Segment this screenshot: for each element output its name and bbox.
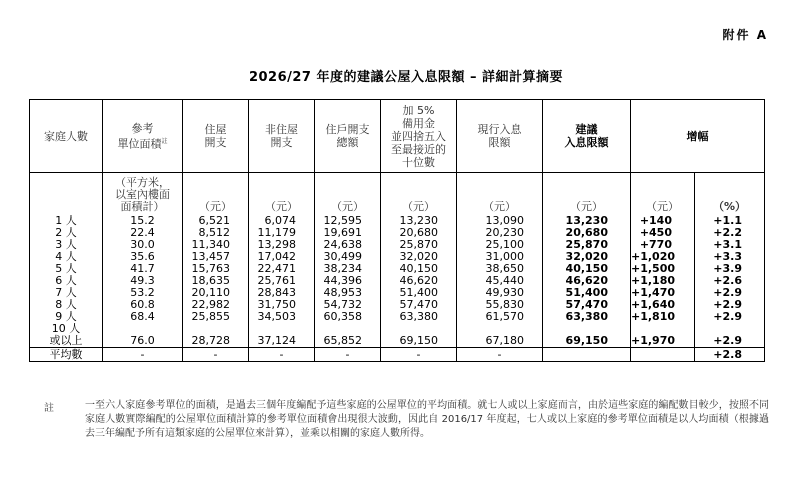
cell-proposed: 25,870 (543, 239, 631, 251)
header-proposed: 建議 入息限額 (543, 100, 631, 173)
cell-area: 35.6 (103, 251, 183, 263)
cell-area: 30.0 (103, 239, 183, 251)
cell-chg: +1,180 (631, 275, 695, 287)
cell-housing: 22,982 (183, 299, 249, 311)
unit-housing: （元） (183, 173, 249, 216)
cell-plus5: 63,380 (381, 311, 457, 323)
cell-size: 1 人 (55, 214, 77, 227)
cell-proposed: 63,380 (543, 311, 631, 323)
cell-non-housing: 28,843 (249, 287, 315, 299)
cell-size: 5 人 (55, 262, 77, 275)
cell-size: 2 人 (55, 226, 77, 239)
cell-chg: +1,640 (631, 299, 695, 311)
header-change: 增幅 (631, 100, 765, 173)
header-current: 現行入息 限額 (457, 100, 543, 173)
cell-non-housing: 6,074 (249, 215, 315, 227)
cell-area: 53.2 (103, 287, 183, 299)
unit-proposed: （元） (543, 173, 631, 216)
cell-total: 65,852 (315, 323, 381, 348)
cell-area: 49.3 (103, 275, 183, 287)
unit-non-housing: （元） (249, 173, 315, 216)
cell-total: 24,638 (315, 239, 381, 251)
header-plus5: 加 5% 備用金 並四捨五入 至最接近的 十位數 (381, 100, 457, 173)
cell-plus5: 32,020 (381, 251, 457, 263)
header-household-size: 家庭人數 (30, 100, 103, 173)
unit-current: （元） (457, 173, 543, 216)
average-dash (543, 348, 631, 362)
cell-non-housing: 31,750 (249, 299, 315, 311)
average-dash (631, 348, 695, 362)
cell-chg: +1,470 (631, 287, 695, 299)
cell-chg: +770 (631, 239, 695, 251)
cell-chg: +1,020 (631, 251, 695, 263)
unit-total: （元） (315, 173, 381, 216)
annex-label: 附件 A (722, 28, 768, 42)
unit-plus5: （元） (381, 173, 457, 216)
cell-current: 55,830 (457, 299, 543, 311)
header-non-housing: 非住屋 開支 (249, 100, 315, 173)
cell-current: 20,230 (457, 227, 543, 239)
cell-current: 67,180 (457, 323, 543, 348)
header-ref-area: 參考 單位面積$^註$ (103, 100, 183, 173)
cell-pct: +3.1 (695, 239, 765, 251)
cell-pct: +2.2 (695, 227, 765, 239)
cell-non-housing: 17,042 (249, 251, 315, 263)
unit-change-pct: （%） (695, 173, 765, 216)
header-total: 住戶開支 總額 (315, 100, 381, 173)
unit-ref-area: （平方米， 以室內樓面 面積計） (103, 173, 183, 216)
cell-non-housing: 13,298 (249, 239, 315, 251)
cell-proposed: 69,150 (543, 323, 631, 348)
cell-area: 68.4 (103, 311, 183, 323)
cell-housing: 11,340 (183, 239, 249, 251)
cell-current: 49,930 (457, 287, 543, 299)
cell-total: 60,358 (315, 311, 381, 323)
cell-proposed: 40,150 (543, 263, 631, 275)
cell-size: 8 人 (55, 298, 77, 311)
cell-size: 6 人 (55, 274, 77, 287)
average-row (30, 348, 765, 362)
cell-size: 3 人 (55, 238, 77, 251)
cell-size: 7 人 (55, 286, 77, 299)
cell-area: 60.8 (103, 299, 183, 311)
cell-housing: 8,512 (183, 227, 249, 239)
table-row (30, 323, 765, 348)
cell-current: 25,100 (457, 239, 543, 251)
cell-proposed: 51,400 (543, 287, 631, 299)
average-dash: - (103, 348, 183, 362)
cell-chg: +140 (631, 215, 695, 227)
cell-total: 38,234 (315, 263, 381, 275)
cell-proposed: 32,020 (543, 251, 631, 263)
cell-pct: +2.9 (695, 287, 765, 299)
cell-size: 9 人 (55, 310, 77, 323)
cell-current: 31,000 (457, 251, 543, 263)
cell-current: 38,650 (457, 263, 543, 275)
cell-current: 45,440 (457, 275, 543, 287)
cell-housing: 18,635 (183, 275, 249, 287)
cell-chg: +450 (631, 227, 695, 239)
cell-total: 19,691 (315, 227, 381, 239)
cell-plus5: 51,400 (381, 287, 457, 299)
cell-area: 76.0 (103, 323, 183, 348)
cell-area: 22.4 (103, 227, 183, 239)
unit-blank (30, 173, 103, 216)
average-dash: - (183, 348, 249, 362)
cell-chg: +1,970 (631, 323, 695, 348)
table-row (30, 311, 765, 323)
cell-current: 61,570 (457, 311, 543, 323)
average-label: 平均數 (30, 348, 103, 362)
cell-non-housing: 34,503 (249, 311, 315, 323)
cell-area: 15.2 (103, 215, 183, 227)
cell-area: 41.7 (103, 263, 183, 275)
average-dash: - (457, 348, 543, 362)
note-label: 註 (44, 403, 54, 414)
cell-pct: +2.6 (695, 275, 765, 287)
cell-chg: +1,810 (631, 311, 695, 323)
cell-plus5: 25,870 (381, 239, 457, 251)
average-dash: - (315, 348, 381, 362)
cell-total: 48,953 (315, 287, 381, 299)
cell-housing: 15,763 (183, 263, 249, 275)
header-housing: 住屋 開支 (183, 100, 249, 173)
cell-size: 4 人 (55, 250, 77, 263)
cell-non-housing: 11,179 (249, 227, 315, 239)
cell-pct: +2.9 (695, 299, 765, 311)
units-row (30, 173, 765, 216)
cell-non-housing: 25,761 (249, 275, 315, 287)
income-limit-table (29, 99, 765, 362)
unit-change-amt: （元） (631, 173, 695, 216)
average-dash: - (381, 348, 457, 362)
cell-housing: 25,855 (183, 311, 249, 323)
cell-total: 44,396 (315, 275, 381, 287)
cell-total: 12,595 (315, 215, 381, 227)
average-dash: - (249, 348, 315, 362)
cell-pct: +1.1 (695, 215, 765, 227)
cell-pct: +3.9 (695, 263, 765, 275)
cell-plus5: 57,470 (381, 299, 457, 311)
average-pct: +2.8 (695, 348, 765, 362)
cell-pct: +2.9 (695, 323, 765, 348)
cell-plus5: 69,150 (381, 323, 457, 348)
cell-proposed: 57,470 (543, 299, 631, 311)
cell-proposed: 46,620 (543, 275, 631, 287)
cell-non-housing: 37,124 (249, 323, 315, 348)
page-title: 2026/27 年度的建議公屋入息限額 – 詳細計算摘要 (248, 70, 564, 85)
cell-proposed: 20,680 (543, 227, 631, 239)
cell-chg: +1,500 (631, 263, 695, 275)
cell-non-housing: 22,471 (249, 263, 315, 275)
cell-pct: +2.9 (695, 311, 765, 323)
cell-plus5: 20,680 (381, 227, 457, 239)
cell-housing: 28,728 (183, 323, 249, 348)
cell-plus5: 40,150 (381, 263, 457, 275)
cell-current: 13,090 (457, 215, 543, 227)
cell-housing: 13,457 (183, 251, 249, 263)
cell-proposed: 13,230 (543, 215, 631, 227)
cell-total: 54,732 (315, 299, 381, 311)
cell-total: 30,499 (315, 251, 381, 263)
footnote: 一至六人家庭參考單位的面積，是過去三個年度編配予這些家庭的公屋單位的平均面積。就七人或以上家庭而言，由於這些家庭的編配數目較少，按照不同家庭人數實際編配的公屋單位面積計算的參考單位面積會出現很大波動，因此自 2016/17 年度起，七人或以上家庭的參考單位面積是以人均面積（根據過去三年編配予所有這類家庭的公屋單位來計算），並乘以相關的家庭人數所得。 (85, 400, 769, 439)
cell-housing: 6,521 (183, 215, 249, 227)
cell-plus5: 13,230 (381, 215, 457, 227)
cell-size: 10 人 或以上 (49, 322, 83, 347)
cell-plus5: 46,620 (381, 275, 457, 287)
cell-housing: 20,110 (183, 287, 249, 299)
cell-pct: +3.3 (695, 251, 765, 263)
